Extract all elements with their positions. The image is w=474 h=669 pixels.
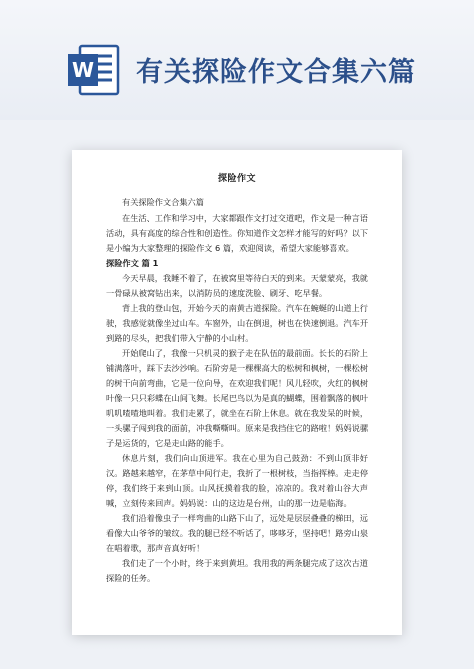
document-title: 探险作文 xyxy=(217,174,256,184)
bottom-fade xyxy=(0,635,474,669)
section-heading: 探险作文 篇 1 xyxy=(106,258,159,268)
banner xyxy=(0,0,474,120)
intro-paragraph: 在生活、工作和学习中，大家都跟作文打过交道吧，作文是一种言语活动，具有高度的综合性和创造性。你知道作文怎样才能写的好吗？以下是小编为大家整理的探险作文 6 篇，欢迎阅读，希望大家能够喜欢。 xyxy=(106,213,369,253)
body-paragraph: 我们沿着像虫子一样弯曲的山路下山了，远处是层层叠叠的梯田，远看像大山爷爷的皱纹。我的腿已经不听话了，哆哆牙，坚持吧！路旁山泉在唱着歌，那声音真好听！ xyxy=(106,513,369,553)
document-subtitle: 有关探险作文合集六篇 xyxy=(122,197,204,207)
body-paragraph: 我们走了一个小时，终于来到黄坦。我用我的两条腿完成了这次古道探险的任务。 xyxy=(106,558,368,583)
body-paragraph: 休息片刻，我们向山顶进军。我在心里为自己鼓劲：不到山顶非好汉。路越来越窄，在茅草中间行走，我折了一根树枝，当指挥棒。走走停停，我们终于来到山顶。山风抚摸着我的脸，凉凉的。我对着山谷大声喊，立刻传来回声。妈妈说：山的这边是台州，山的那一边是临海。 xyxy=(106,453,369,508)
document-page xyxy=(72,150,402,635)
banner-title: 有关探险作文合集六篇 xyxy=(136,57,416,88)
word-logo-letter: W xyxy=(71,58,95,82)
body-paragraph: 开始爬山了，我像一只机灵的猴子走在队伍的最前面。长长的石阶上铺满落叶，踩下去沙沙响。石阶旁是一棵棵高大的松树和枫树，一棵松树的树干向前弯曲，它是一位向导，在欢迎我们呢！风儿轻吹，火红的枫树叶像一只只彩蝶在山间飞舞。长尾巴鸟以为是真的蝴蝶，围着飘落的枫叶叽叽喳喳地叫着。我们走累了，就坐在石阶上休息。就在我发呆的时候，一头骡子闯到我的面前，冲我嘶嘶叫。原来是我挡住它的路啦！妈妈说骡子是运货的，它是走山路的能手。 xyxy=(106,348,369,448)
word-document-icon xyxy=(66,42,122,98)
body-paragraph: 背上我的登山包，开始今天的南黄古道探险。汽车在蜿蜒的山道上行驶，我感觉就像坐过山车。车窗外，山在倒退，树也在快速倒退。汽车开到路的尽头，把我们带入宁静的小山村。 xyxy=(106,303,369,343)
body-paragraph: 今天早晨，我睡不着了，在被窝里等待白天的到来。天蒙蒙亮，我就一骨碌从被窝钻出来，以消防员的速度洗脸、刷牙、吃早餐。 xyxy=(106,273,368,298)
